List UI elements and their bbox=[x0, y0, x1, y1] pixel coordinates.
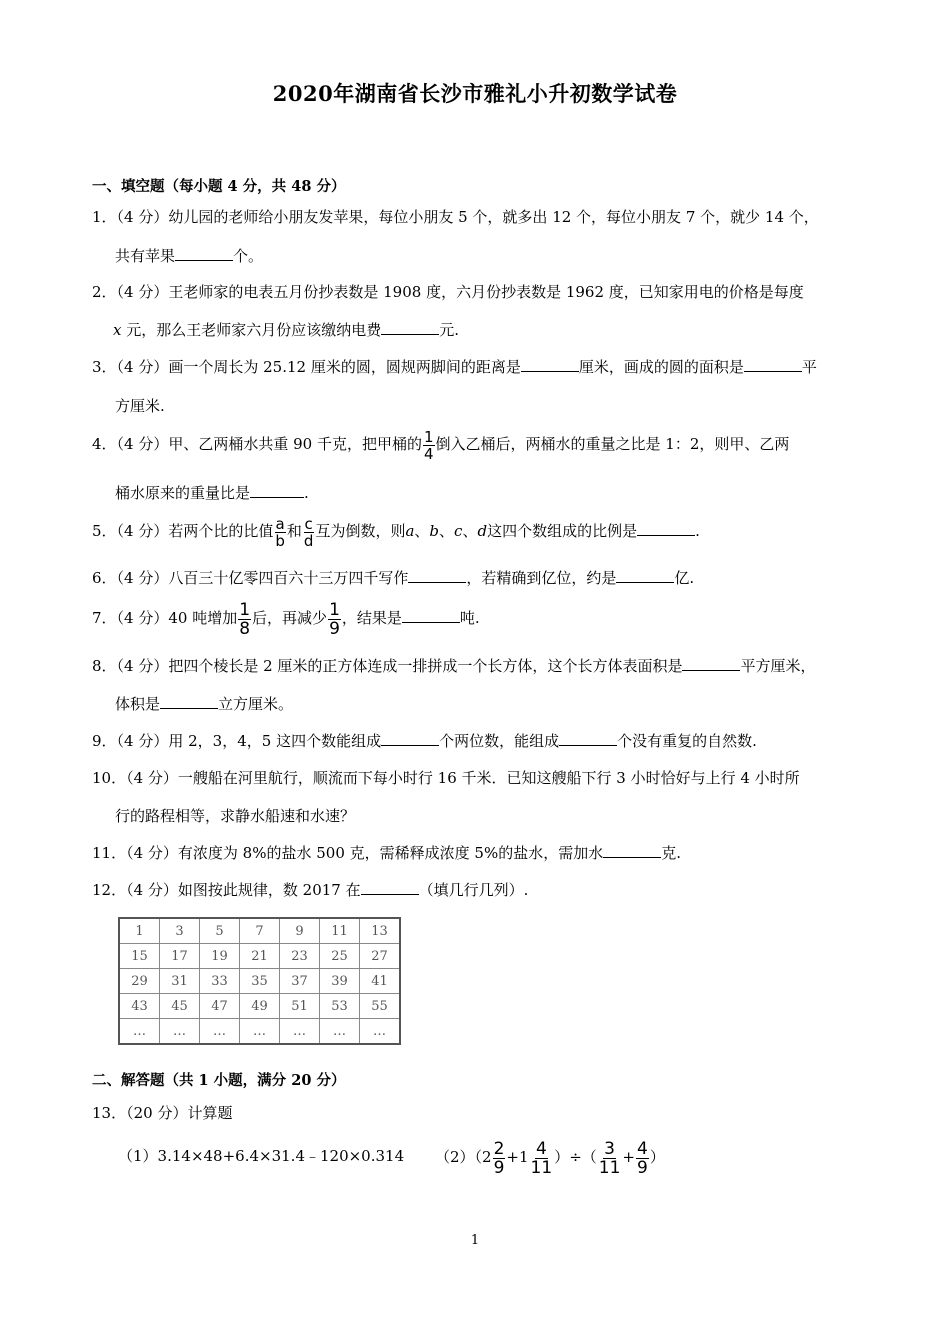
table-cell: 35 bbox=[240, 969, 280, 994]
table-cell: 45 bbox=[160, 994, 200, 1019]
answer-blank[interactable] bbox=[637, 521, 695, 536]
page-number: 1 bbox=[470, 1233, 480, 1248]
variable-b: b bbox=[429, 522, 440, 540]
question-4-text-2: 桶水原来的重量比是 bbox=[115, 484, 251, 502]
question-9-text-end: 个没有重复的自然数. bbox=[617, 732, 757, 750]
fraction-four-elevenths bbox=[530, 1140, 554, 1177]
table-cell: … bbox=[200, 1019, 240, 1045]
table-cell: 11 bbox=[320, 918, 360, 944]
question-5-text: 5．（4 分）若两个比的比值 bbox=[92, 522, 274, 540]
numerator: 1 bbox=[329, 599, 340, 620]
question-5-text-2: 这四个数组成的比例是 bbox=[487, 522, 638, 540]
question-5-line-1 bbox=[92, 513, 700, 549]
question-1-line-2 bbox=[115, 246, 263, 266]
table-cell: 15 bbox=[119, 944, 160, 969]
question-1-text-end: 个。 bbox=[233, 247, 264, 265]
question-7-text-end: 吨. bbox=[459, 609, 480, 627]
question-8-text-end: 立方厘米。 bbox=[218, 695, 294, 713]
denominator: 8 bbox=[239, 618, 251, 639]
separator: 、 bbox=[414, 522, 430, 540]
question-9-text: 9．（4 分）用 2，3，4，5 这四个数能组成 bbox=[92, 732, 382, 750]
answer-blank[interactable] bbox=[381, 731, 439, 746]
fraction-one-quarter bbox=[423, 429, 435, 462]
table-cell: 3 bbox=[160, 918, 200, 944]
question-6-text-mid: ，若精确到亿位，约是 bbox=[466, 569, 617, 587]
table-cell: … bbox=[160, 1019, 200, 1045]
question-4-text-mid: 倒入乙桶后，两桶水的重量之比是 1：2，则甲、乙两 bbox=[435, 435, 790, 453]
part-2-close: ） bbox=[649, 1148, 665, 1166]
question-7-text-mid: 后，再减少 bbox=[252, 609, 328, 627]
answer-blank[interactable] bbox=[521, 357, 579, 372]
denominator: 11 bbox=[598, 1157, 621, 1178]
table-cell: 13 bbox=[360, 918, 401, 944]
question-2-line-1: 2．（4 分）王老师家的电表五月份抄表数是 1908 度，六月份抄表数是 1962 度，已知家用电的价格是每度 bbox=[92, 283, 804, 301]
separator: 、 bbox=[462, 522, 478, 540]
table-cell: 37 bbox=[280, 969, 320, 994]
answer-blank[interactable] bbox=[175, 246, 233, 261]
fraction-four-ninths bbox=[636, 1140, 649, 1177]
question-13-heading: 13．（20 分）计算题 bbox=[92, 1104, 233, 1122]
question-13-part-1: （1）3.14×48+6.4×31.4﹣120×0.314 bbox=[118, 1147, 405, 1165]
section-heading-fill-blank: 一、填空题（每小题 4 分，共 48 分） bbox=[92, 178, 346, 195]
table-cell: 17 bbox=[160, 944, 200, 969]
denominator: 9 bbox=[493, 1157, 505, 1178]
question-13-part-2 bbox=[435, 1137, 665, 1177]
answer-blank[interactable] bbox=[361, 880, 419, 895]
table-cell: 33 bbox=[200, 969, 240, 994]
table-cell: … bbox=[119, 1019, 160, 1045]
question-8-line-2 bbox=[115, 694, 293, 714]
question-8-text-2: 体积是 bbox=[115, 695, 161, 713]
fraction-a-over-b bbox=[274, 516, 286, 549]
question-6-text: 6．（4 分）八百三十亿零四百六十三万四千写作 bbox=[92, 569, 409, 587]
question-8-text: 8．（4 分）把四个棱长是 2 厘米的正方体连成一排拼成一个长方体，这个长方体表面积是 bbox=[92, 657, 683, 675]
table-cell: 49 bbox=[240, 994, 280, 1019]
table-cell: 7 bbox=[240, 918, 280, 944]
table-cell: 29 bbox=[119, 969, 160, 994]
table-cell: 5 bbox=[200, 918, 240, 944]
table-cell: … bbox=[360, 1019, 401, 1045]
question-5-and: 和 bbox=[286, 522, 302, 540]
table-cell: 43 bbox=[119, 994, 160, 1019]
question-5-text-mid: 互为倒数，则 bbox=[315, 522, 406, 540]
numerator: 1 bbox=[239, 599, 251, 620]
variable-d: d bbox=[477, 522, 488, 540]
variable-a: a bbox=[405, 522, 415, 540]
question-10-line-2: 行的路程相等，求静水船速和水速？ bbox=[115, 807, 356, 825]
question-3-line-2: 方厘米. bbox=[115, 397, 165, 415]
question-4-line-1 bbox=[92, 426, 789, 462]
question-12-line-1 bbox=[92, 880, 528, 900]
table-row bbox=[119, 1019, 400, 1045]
question-2-text: 元，那么王老师家六月份应该缴纳电费 bbox=[126, 321, 382, 339]
denominator: d bbox=[303, 531, 314, 550]
answer-blank[interactable] bbox=[250, 483, 304, 498]
table-cell: 31 bbox=[160, 969, 200, 994]
table-row bbox=[119, 994, 400, 1019]
variable-c: c bbox=[454, 522, 463, 540]
fraction-three-elevenths bbox=[598, 1140, 622, 1177]
table-cell: 23 bbox=[280, 944, 320, 969]
question-9-text-mid: 个两位数，能组成 bbox=[439, 732, 560, 750]
question-7-line-1 bbox=[92, 600, 480, 638]
table-cell: 21 bbox=[240, 944, 280, 969]
question-1-line-1: 1．（4 分）幼儿园的老师给小朋友发苹果，每位小朋友 5 个，就多出 12 个，每位小朋友 7 个，就少 14 个， bbox=[92, 208, 819, 226]
table-cell: 1 bbox=[119, 918, 160, 944]
variable-x: x bbox=[113, 321, 122, 339]
table-cell: 39 bbox=[320, 969, 360, 994]
table-row bbox=[119, 969, 400, 994]
numerator: 4 bbox=[535, 1138, 547, 1159]
fraction-one-ninth bbox=[328, 601, 341, 638]
table-cell: … bbox=[320, 1019, 360, 1045]
numerator: 2 bbox=[493, 1138, 505, 1159]
question-2-text-end: 元. bbox=[439, 321, 460, 339]
table-cell: 25 bbox=[320, 944, 360, 969]
question-3-text-end: 平 bbox=[801, 358, 817, 376]
fraction-two-ninths bbox=[493, 1140, 506, 1177]
answer-blank[interactable] bbox=[559, 731, 617, 746]
table-cell: 51 bbox=[280, 994, 320, 1019]
denominator: b bbox=[275, 531, 285, 550]
question-8-text-mid: 平方厘米， bbox=[740, 657, 816, 675]
number-pattern-table bbox=[118, 917, 401, 1045]
table-cell: 27 bbox=[360, 944, 401, 969]
table-cell: 53 bbox=[320, 994, 360, 1019]
numerator: 4 bbox=[636, 1138, 648, 1159]
denominator: 9 bbox=[636, 1157, 648, 1178]
denominator: 11 bbox=[530, 1157, 553, 1178]
question-3-line-1 bbox=[92, 357, 817, 377]
answer-blank[interactable] bbox=[682, 656, 740, 671]
table-cell: 9 bbox=[280, 918, 320, 944]
question-4-line-2 bbox=[115, 483, 309, 503]
question-3-text: 3．（4 分）画一个周长为 25.12 厘米的圆，圆规两脚间的距离是 bbox=[92, 358, 521, 376]
part-2-plus-one: +1 bbox=[506, 1148, 529, 1166]
table-cell: 19 bbox=[200, 944, 240, 969]
table-cell: 47 bbox=[200, 994, 240, 1019]
part-2-plus: + bbox=[622, 1148, 635, 1166]
question-7-text-2: ，结果是 bbox=[341, 609, 402, 627]
question-4-text: 4．（4 分）甲、乙两桶水共重 90 千克，把甲桶的 bbox=[92, 435, 422, 453]
table-row bbox=[119, 918, 400, 944]
part-2-divide: ）÷（ bbox=[554, 1148, 597, 1166]
table-cell: 41 bbox=[360, 969, 401, 994]
table-cell: … bbox=[280, 1019, 320, 1045]
table-row bbox=[119, 944, 400, 969]
denominator: 4 bbox=[423, 444, 434, 463]
numerator: 1 bbox=[423, 427, 434, 446]
question-12-text-end: （填几行几列）. bbox=[418, 881, 529, 899]
question-6-text-end: 亿. bbox=[674, 569, 695, 587]
question-9-line-1 bbox=[92, 731, 757, 751]
question-2-line-2 bbox=[113, 320, 459, 340]
part-2-open: （2）（2 bbox=[435, 1148, 492, 1166]
question-1-text: 共有苹果 bbox=[115, 247, 176, 265]
numerator: a bbox=[275, 514, 285, 533]
question-11-line-1 bbox=[92, 843, 681, 863]
answer-blank[interactable] bbox=[402, 608, 460, 623]
section-heading-answer: 二、解答题（共 1 小题，满分 20 分） bbox=[92, 1072, 346, 1089]
page-title: 2020年湖南省长沙市雅礼小升初数学试卷 bbox=[272, 81, 678, 106]
answer-blank[interactable] bbox=[160, 694, 218, 709]
numerator: c bbox=[304, 514, 313, 533]
question-4-text-end: . bbox=[304, 484, 309, 502]
answer-blank[interactable] bbox=[408, 568, 466, 583]
table-cell: 55 bbox=[360, 994, 401, 1019]
separator: 、 bbox=[439, 522, 455, 540]
numerator: 3 bbox=[604, 1138, 615, 1159]
denominator: 9 bbox=[329, 618, 340, 639]
question-5-text-end: . bbox=[695, 522, 700, 540]
question-11-text: 11．（4 分）有浓度为 8%的盐水 500 克，需稀释成浓度 5%的盐水，需加水 bbox=[92, 844, 604, 862]
answer-blank[interactable] bbox=[744, 357, 802, 372]
question-10-line-1: 10．（4 分）一艘船在河里航行，顺流而下每小时行 16 千米．已知这艘船下行 3 小时恰好与上行 4 小时所 bbox=[92, 769, 800, 787]
table-cell: … bbox=[240, 1019, 280, 1045]
question-3-text-mid: 厘米，画成的圆的面积是 bbox=[578, 358, 744, 376]
question-8-line-1 bbox=[92, 656, 815, 676]
question-12-text: 12．（4 分）如图按此规律，数 2017 在 bbox=[92, 881, 361, 899]
question-11-text-end: 克. bbox=[661, 844, 681, 862]
answer-blank[interactable] bbox=[616, 568, 674, 583]
answer-blank[interactable] bbox=[381, 320, 439, 335]
question-7-text: 7．（4 分）40 吨增加 bbox=[92, 609, 238, 627]
fraction-c-over-d bbox=[303, 516, 315, 549]
question-6-line-1 bbox=[92, 568, 694, 588]
answer-blank[interactable] bbox=[603, 843, 661, 858]
fraction-one-eighth bbox=[238, 601, 251, 638]
